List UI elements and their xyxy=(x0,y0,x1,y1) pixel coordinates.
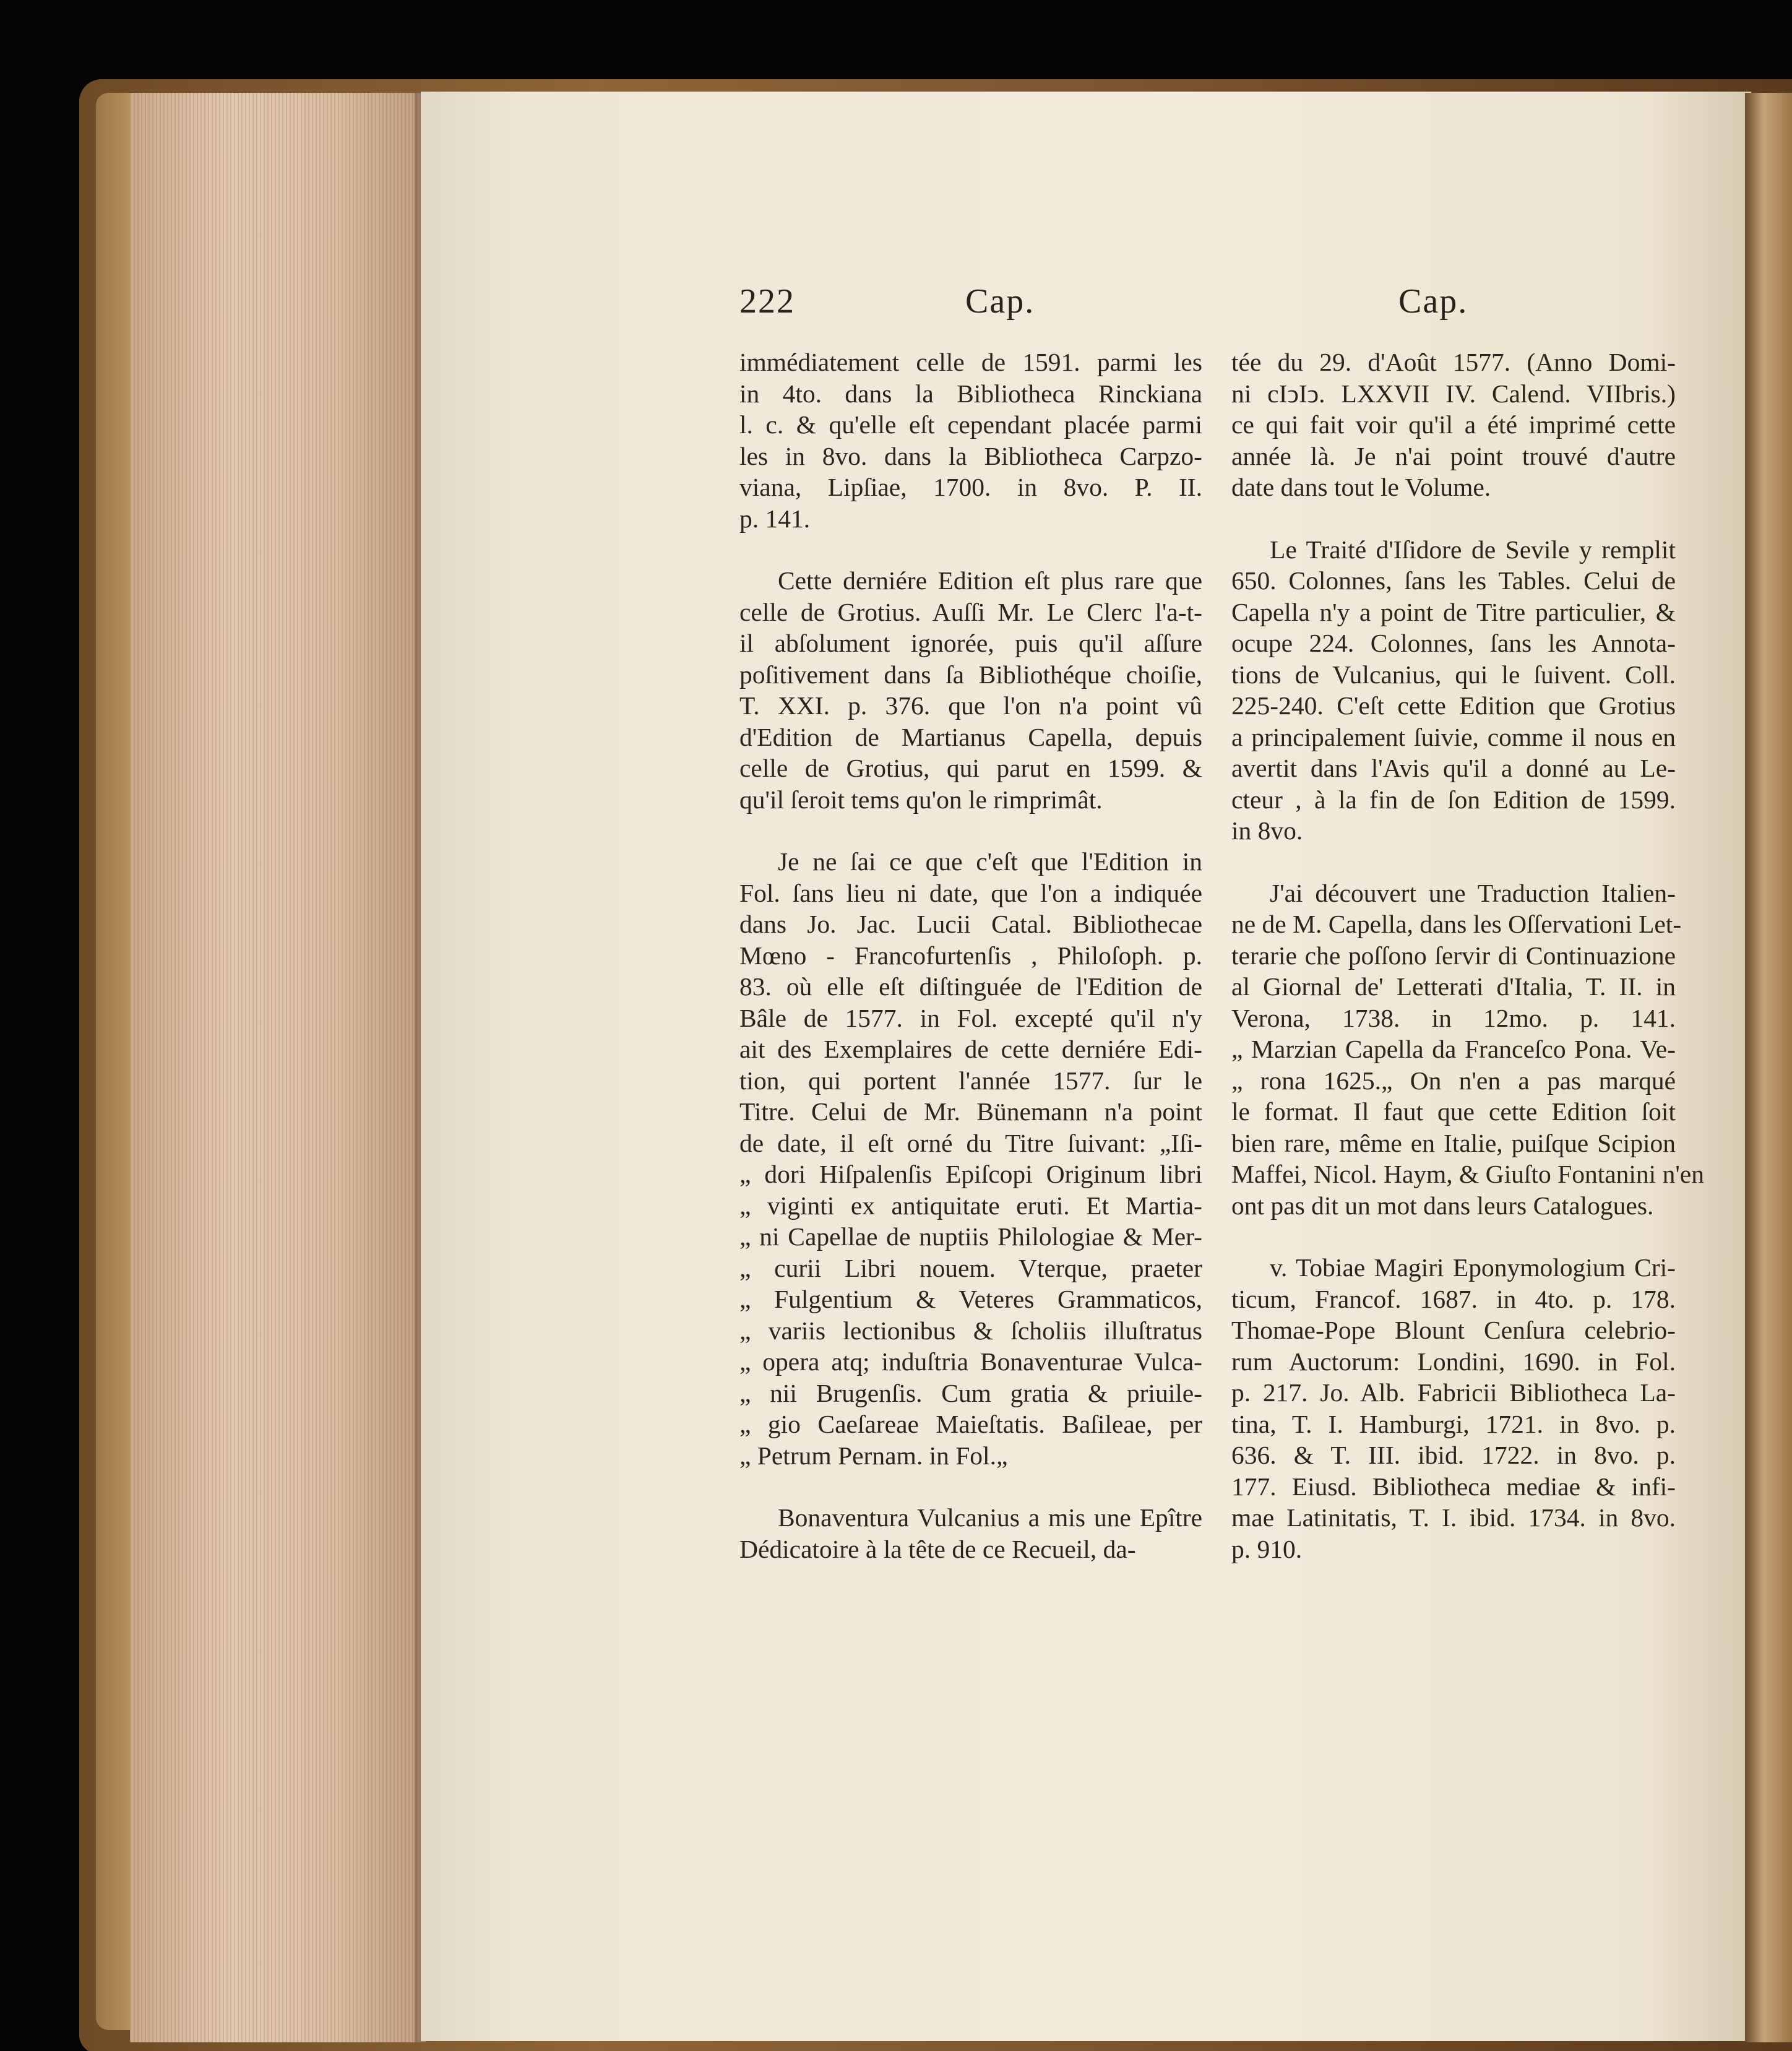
text-line: tée du 29. d'Août 1577. (Anno Domi- xyxy=(1231,348,1676,376)
text-line: v. Tobiae Magiri Eponymologium Cri- xyxy=(1270,1253,1676,1282)
text-line: ce qui fait voir qu'il a été imprimé cette xyxy=(1231,410,1676,439)
text-line: immédiatement celle de 1591. parmi les xyxy=(739,348,1202,376)
facing-page-edge xyxy=(1745,93,1792,2042)
paragraph xyxy=(1231,1252,1676,1565)
page-stack-fore-edge xyxy=(130,93,426,2042)
page-number: 222 xyxy=(739,282,795,321)
text-line: le format. Il faut que cette Edition ſoit xyxy=(1231,1097,1676,1126)
text-line: Bonaventura Vulcanius a mis une Epître xyxy=(778,1503,1202,1532)
text-line: tion, qui portent l'année 1577. ſur le xyxy=(739,1066,1202,1095)
paragraph-gap xyxy=(739,1471,1202,1502)
text-line: al Giornal de' Letterati d'Italia, T. II. in xyxy=(1231,972,1676,1001)
text-line: d'Edition de Martianus Capella, depuis xyxy=(739,722,1202,751)
text-line: poſitivement dans ſa Bibliothéque choiſie, xyxy=(739,660,1202,689)
text-line: année là. Je n'ai point trouvé d'autre xyxy=(1231,441,1676,470)
text-line: Je ne ſai ce que c'eſt que l'Edition in xyxy=(778,847,1202,876)
paragraph xyxy=(1231,878,1704,1222)
text-line: ticum, Francof. 1687. in 4to. p. 178. xyxy=(1231,1284,1676,1313)
text-line: a principalement ſuivie, comme il nous en xyxy=(1231,722,1676,751)
text-line: Le Traité d'Iſidore de Sevile y remplit xyxy=(1270,535,1676,564)
text-line: dans Jo. Jac. Lucii Catal. Bibliothecae xyxy=(739,910,1202,938)
text-line: ne de M. Capella, dans les Oſſervationi Let- xyxy=(1231,910,1682,938)
paragraph-gap xyxy=(1231,503,1676,534)
text-line: „ opera atq; induſtria Bonaventurae Vulca- xyxy=(739,1347,1202,1376)
running-head-left: Cap. xyxy=(965,282,1035,321)
text-line: Bâle de 1577. in Fol. excepté qu'il n'y xyxy=(739,1003,1202,1032)
text-line: Dédicatoire à la tête de ce Recueil, da- xyxy=(739,1534,1136,1563)
text-line: J'ai découvert une Traduction Italien- xyxy=(1270,878,1676,907)
text-line: Cette derniére Edition eſt plus rare que xyxy=(778,566,1202,595)
text-line: „ rona 1625.„ On n'en a pas marqué xyxy=(1231,1066,1676,1095)
text-line: Thomae-Pope Blount Cenſura celebrio- xyxy=(1231,1316,1676,1344)
text-line: mae Latinitatis, T. I. ibid. 1734. in 8vo. xyxy=(1231,1503,1676,1532)
text-line: 177. Eiusd. Bibliotheca mediae & infi- xyxy=(1231,1472,1676,1501)
paragraph xyxy=(1231,534,1676,847)
text-line: Capella n'y a point de Titre particulier, & xyxy=(1231,597,1676,626)
text-line: „ gio Caeſareae Maieſtatis. Baſileae, per xyxy=(739,1410,1202,1438)
text-line: avertit dans l'Avis qu'il a donné au Le- xyxy=(1231,754,1676,782)
text-line: Maffei, Nicol. Haym, & Giuſto Fontanini n'en xyxy=(1231,1160,1704,1188)
text-line: ni cIↄIↄ. LXXVII IV. Calend. VIIbris.) xyxy=(1231,379,1676,408)
text-line: „ variis lectionibus & ſcholiis illuſtratus xyxy=(739,1316,1202,1345)
text-line: 650. Colonnes, ſans les Tables. Celui de xyxy=(1231,566,1676,595)
text-line: ait des Exemplaires de cette derniére Edi- xyxy=(739,1035,1202,1063)
text-line: rum Auctorum: Londini, 1690. in Fol. xyxy=(1231,1347,1676,1376)
text-line: cteur , à la fin de ſon Edition de 1599. xyxy=(1231,785,1676,814)
text-line: qu'il ſeroit tems qu'on le rimprimât. xyxy=(739,785,1103,814)
text-line: l. c. & qu'elle eſt cependant placée parmi xyxy=(739,410,1202,439)
paragraph xyxy=(739,1502,1202,1565)
left-text-column xyxy=(739,347,1202,1565)
paragraph-gap xyxy=(739,534,1202,565)
text-line: bien rare, même en Italie, puiſque Scipion xyxy=(1231,1128,1676,1157)
text-line: 636. & T. III. ibid. 1722. in 8vo. p. xyxy=(1231,1441,1676,1469)
text-line: in 4to. dans la Bibliotheca Rinckiana xyxy=(739,379,1202,408)
text-line: Verona, 1738. in 12mo. p. 141. xyxy=(1231,1003,1676,1032)
text-line: p. 217. Jo. Alb. Fabricii Bibliotheca La- xyxy=(1231,1378,1676,1407)
text-line: „ Fulgentium & Veteres Grammaticos, xyxy=(739,1285,1202,1313)
text-line: de date, il eſt orné du Titre ſuivant: „Iſi- xyxy=(739,1128,1202,1157)
text-line: Fol. ſans lieu ni date, que l'on a indiquée xyxy=(739,878,1202,907)
text-line: 83. où elle eſt diſtinguée de l'Edition de xyxy=(739,972,1202,1001)
text-line: ont pas dit un mot dans leurs Catalogues. xyxy=(1231,1191,1654,1220)
text-line: il abſolument ignorée, puis qu'il aſſure xyxy=(739,629,1202,657)
text-line: les in 8vo. dans la Bibliotheca Carpzo- xyxy=(739,441,1202,470)
text-line: „ curii Libri nouem. Vterque, praeter xyxy=(739,1253,1202,1282)
paragraph xyxy=(739,347,1202,534)
text-line: „ viginti ex antiquitate eruti. Et Martia- xyxy=(739,1191,1202,1220)
text-line: date dans tout le Volume. xyxy=(1231,473,1491,501)
text-line: p. 141. xyxy=(739,504,811,533)
text-line: p. 910. xyxy=(1231,1534,1303,1563)
text-line: „ Marzian Capella da Franceſco Pona. Ve- xyxy=(1231,1035,1676,1063)
text-line: „ ni Capellae de nuptiis Philologiae & Mer- xyxy=(739,1222,1202,1251)
paragraph xyxy=(739,846,1202,1471)
running-head-right: Cap. xyxy=(1398,282,1468,321)
text-line: „ dori Hiſpalenſis Epiſcopi Originum libri xyxy=(739,1160,1202,1188)
text-line: celle de Grotius. Auſſi Mr. Le Clerc l'a-t- xyxy=(739,597,1202,626)
text-line: ocupe 224. Colonnes, ſans les Annota- xyxy=(1231,629,1676,657)
text-line: Titre. Celui de Mr. Bünemann n'a point xyxy=(739,1097,1202,1126)
text-line: terarie che poſſono ſervir di Continuazione xyxy=(1231,941,1676,970)
text-line: tions de Vulcanius, qui le ſuivent. Coll. xyxy=(1231,660,1676,689)
text-line: „ nii Brugenſis. Cum gratia & priuile- xyxy=(739,1378,1202,1407)
text-line: celle de Grotius, qui parut en 1599. & xyxy=(739,754,1202,782)
paragraph-gap xyxy=(739,815,1202,846)
right-text-column xyxy=(1231,347,1704,1565)
paragraph-gap xyxy=(1231,847,1676,878)
paragraph xyxy=(1231,347,1676,503)
text-line: T. XXI. p. 376. que l'on n'a point vû xyxy=(739,691,1202,720)
paragraph-gap xyxy=(1231,1221,1676,1252)
text-line: „ Petrum Pernam. in Fol.„ xyxy=(739,1441,1008,1470)
text-line: viana, Lipſiae, 1700. in 8vo. P. II. xyxy=(739,473,1202,501)
text-line: tina, T. I. Hamburgi, 1721. in 8vo. p. xyxy=(1231,1409,1676,1438)
text-line: 225-240. C'eſt cette Edition que Grotius xyxy=(1231,691,1676,720)
text-line: Mœno - Francofurtenſis , Philoſoph. p. xyxy=(739,941,1202,970)
paragraph xyxy=(739,565,1202,815)
text-line: in 8vo. xyxy=(1231,816,1303,845)
